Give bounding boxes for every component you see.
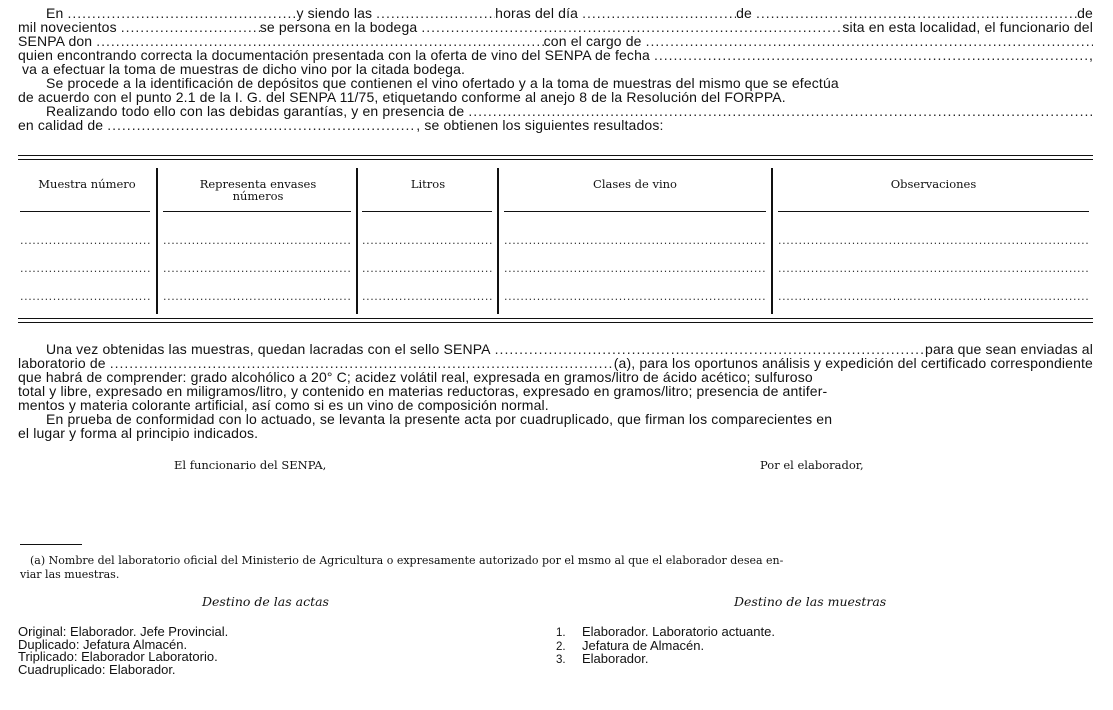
list-item-text: Elaborador. Laboratorio actuante. [582,624,775,639]
blank-year[interactable] [117,20,260,34]
cell-clases[interactable] [504,234,766,246]
list-item-text: Jefatura de Almacén. [582,637,705,653]
p1-l3-t0: SENPA don [18,33,93,49]
col-divider-2 [356,168,358,314]
cell-clases[interactable] [504,262,766,274]
list-item: Cuadruplicado: Elaborador. [18,661,176,677]
p4-line4: total y libre, expresado en miligramos/litro, y contenido en materias reductoras, expresado en gramos/litro; presencia de antifer- [18,383,828,399]
table-bottom-rule-1 [18,318,1093,319]
col-header-envases-l2: números [232,189,284,203]
p1-l3-t1: con el cargo de [543,33,642,49]
blank-place[interactable] [63,6,296,20]
table-top-rule-2 [18,159,1093,160]
p1-l1-t2: horas del día [495,5,579,21]
signature-funcionario: El funcionario del SENPA, [174,458,327,472]
blank-month[interactable] [752,6,1077,20]
p1-line1 [18,6,1093,20]
signature-elaborador: Por el elaborador, [760,458,864,472]
p1-line2 [18,20,1093,34]
p3-line1 [18,104,1093,118]
p1-line5: va a efectuar la toma de muestras de dicho vino por la citada bodega. [22,61,466,77]
blank-sello[interactable] [491,342,925,356]
cell-envases[interactable] [163,262,351,274]
list-item-text: Elaborador. [582,651,649,666]
header-underline-2 [163,211,351,212]
table-top-rule-1 [18,155,1093,156]
cell-litros[interactable] [362,290,492,302]
col-header-observaciones: Observaciones [890,177,977,191]
header-underline-4 [504,211,766,212]
p1-line4 [18,48,1093,62]
cell-litros[interactable] [362,262,492,274]
p3-l1-t0: Realizando todo ello con las debidas garantías, y en presencia de [46,103,465,119]
col-divider-1 [156,168,158,314]
table-bottom-rule-2 [18,322,1093,323]
p1-l1-t0: En [46,5,64,21]
cell-muestra[interactable] [20,234,150,246]
p3-l2-t1: , se obtienen los siguientes resultados: [416,117,664,133]
p4-line2 [18,356,1093,370]
list-item-number: 2. [556,640,566,653]
p1-l1-t1: y siendo las [296,5,373,21]
col-divider-3 [497,168,499,314]
list-item: Duplicado: Jefatura Almacén. [18,636,188,652]
list-item-number: 1. [556,627,566,639]
blank-laboratorio[interactable] [106,356,614,370]
p5-line2: el lugar y forma al principio indicados. [18,425,259,441]
heading-destino-muestras: Destino de las muestras [734,594,887,609]
col-divider-4 [771,168,773,314]
p1-l4-t0: quien encontrando correcta la documentación presentada con la oferta de vino del SENPA de fecha [18,47,650,63]
blank-calidad[interactable] [103,118,416,132]
cell-observaciones[interactable] [778,290,1089,302]
list-item [556,653,775,667]
p5-line1: En prueba de conformidad con lo actuado, se levanta la presente acta por cuadruplicado, que firman los comparecientes en [46,411,833,427]
footnote-rule [20,544,82,545]
p4-line5: mentos y materia colorante artificial, así como si es un vino de composición normal. [18,397,549,413]
blank-presencia[interactable] [464,104,1093,118]
col-header-envases [160,178,356,202]
p3-l2-t0: en calidad de [18,117,104,133]
footnote-l2: viar las muestras. [20,568,120,581]
cell-observaciones[interactable] [778,262,1089,274]
cell-observaciones[interactable] [778,234,1089,246]
col-header-muestra: Muestra número [38,177,136,191]
p1-l2-t1: se persona en la bodega [259,19,418,35]
actas-list [18,626,228,676]
col-header-clases: Clases de vino [593,177,677,191]
cell-envases[interactable] [163,290,351,302]
list-item: Triplicado: Elaborador Laboratorio. [18,649,218,664]
p4-line1 [18,342,1093,356]
blank-funcionario[interactable] [92,34,543,48]
cell-clases[interactable] [504,290,766,302]
col-header-litros: Litros [410,177,446,191]
header-underline-3 [362,211,492,212]
p4-l1-t0: Una vez obtenidas las muestras, quedan lacradas con el sello SENPA [46,341,491,357]
blank-cargo[interactable] [642,34,1093,48]
footnote-l1: (a) Nombre del laboratorio oficial del Ministerio de Agricultura o expresamente autorizado por el msmo al que el elaborador desea en- [30,554,784,567]
p1-line3 [18,34,1093,48]
p1-l1-t3: de [736,5,752,21]
footnote [20,554,1093,582]
cell-litros[interactable] [362,234,492,246]
muestras-list [556,626,775,667]
heading-destino-actas: Destino de las actas [202,594,329,609]
p4-l1-t1: para que sean enviadas al [925,341,1093,357]
list-item: Original: Elaborador. Jefe Provincial. [18,624,229,639]
p4-l2-t1: (a), para los oportunos análisis y expedición del certificado correspondiente [613,355,1093,371]
blank-hours[interactable] [372,6,495,20]
blank-bodega[interactable] [417,20,842,34]
header-underline-1 [20,211,150,212]
p1-l4-t1: , [1088,47,1093,63]
cell-muestra[interactable] [20,262,150,274]
p2-line2: de acuerdo con el punto 2.1 de la I. G. del SENPA 11/75, etiquetando conforme al anejo 8 de la Resolución del FORPPA. [18,89,786,105]
cell-envases[interactable] [163,234,351,246]
blank-day[interactable] [578,6,736,20]
blank-fecha[interactable] [650,48,1089,62]
p1-l1-t4: de [1077,5,1093,21]
col-header-envases-l1: Representa envases [199,177,317,191]
p4-l2-t0: laboratorio de [18,355,106,371]
cell-muestra[interactable] [20,290,150,302]
header-underline-5 [778,211,1089,212]
p1-l2-t0: mil novecientos [18,19,117,35]
list-item-number: 3. [556,654,566,666]
p4-line3: que habrá de comprender: grado alcohólico a 20° C; acidez volátil real, expresada en gramos/litro de ácido acético; sulfuroso [18,369,813,385]
p2-line1: Se procede a la identificación de depósitos que contienen el vino ofertado y a la toma de muestras del mismo que se efectúa [46,75,839,91]
p1-l2-t2: sita en esta localidad, el funcionario del [842,19,1093,35]
p3-line2 [18,118,664,132]
